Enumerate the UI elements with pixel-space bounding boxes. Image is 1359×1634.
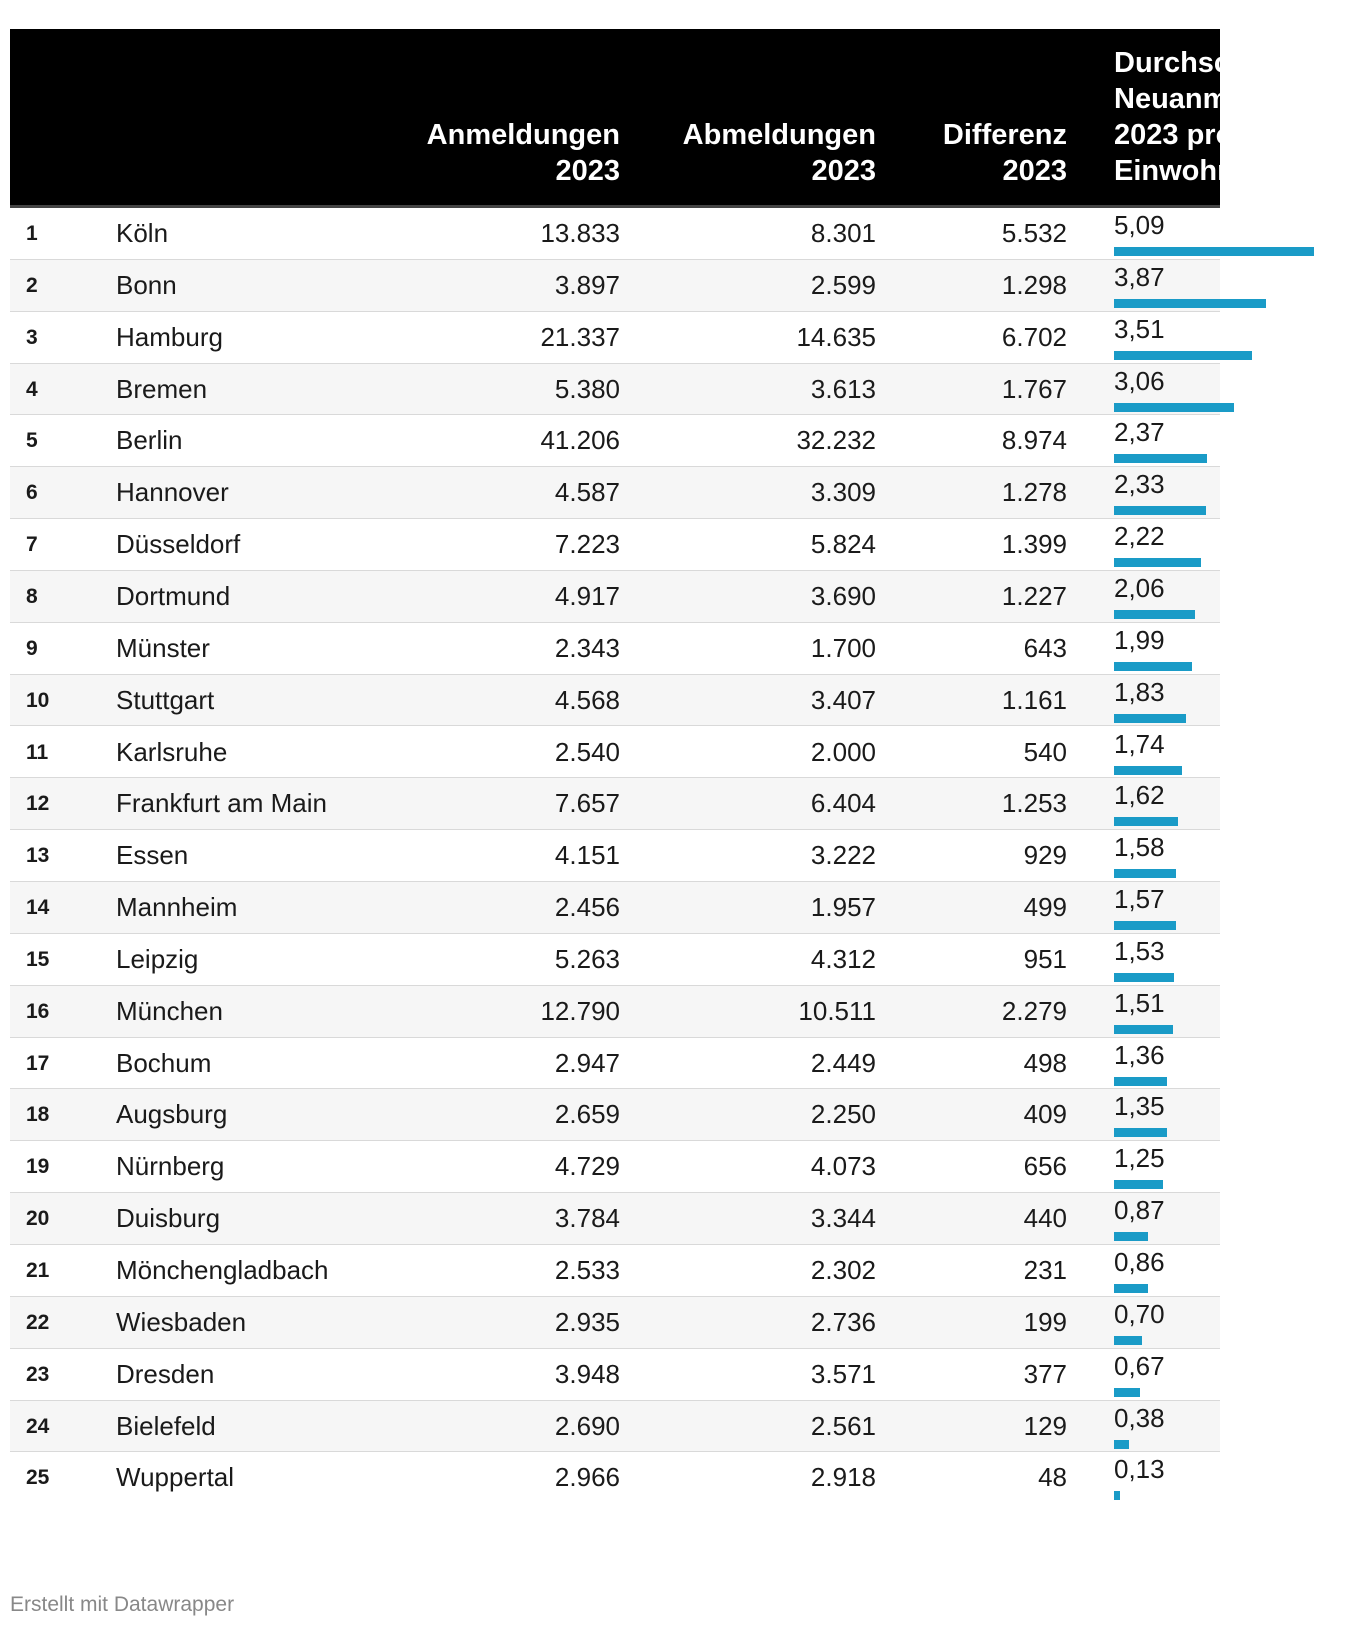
table-row xyxy=(10,727,1220,779)
differenz-cell: 409 xyxy=(1023,1099,1067,1130)
rank-cell: 1 xyxy=(26,222,38,245)
rank-cell: 8 xyxy=(26,584,38,608)
anmeldungen-cell: 41.206 xyxy=(540,425,620,456)
city-cell: Duisburg xyxy=(116,1203,221,1234)
differenz-cell: 643 xyxy=(1023,632,1067,663)
anmeldungen-cell: 2.966 xyxy=(554,1462,620,1493)
differenz-cell: 498 xyxy=(1023,1047,1067,1078)
table-row xyxy=(10,260,1220,312)
table-row xyxy=(10,1038,1220,1090)
anmeldungen-cell: 13.833 xyxy=(540,218,620,248)
header-durchschnitt[interactable]: Durchschnittliche Neuanmeldungen 2023 pro 1.000 Einwohner xyxy=(1114,47,1359,187)
durchschnitt-value: 1,57 xyxy=(1114,884,1165,915)
city-cell: Mönchengladbach xyxy=(116,1255,329,1285)
durchschnitt-value: 1,35 xyxy=(1114,1091,1165,1122)
anmeldungen-cell: 4.151 xyxy=(554,840,620,871)
differenz-cell: 1.227 xyxy=(1001,580,1067,611)
city-cell: Bonn xyxy=(116,269,177,300)
rank-cell: 18 xyxy=(26,1103,50,1127)
city-cell: Berlin xyxy=(116,425,183,456)
durchschnitt-value: 0,86 xyxy=(1114,1247,1165,1277)
differenz-cell: 377 xyxy=(1023,1358,1067,1389)
durchschnitt-bar xyxy=(1114,403,1234,412)
abmeldungen-cell: 14.635 xyxy=(796,321,876,352)
rank-cell: 11 xyxy=(26,740,49,764)
table-row xyxy=(10,623,1220,675)
abmeldungen-cell: 4.312 xyxy=(810,943,876,974)
anmeldungen-cell: 4.587 xyxy=(554,477,620,508)
differenz-cell: 1.278 xyxy=(1001,477,1067,508)
table-row xyxy=(10,1089,1220,1141)
durchschnitt-value: 1,58 xyxy=(1114,832,1165,863)
table-header xyxy=(10,29,1359,208)
table-row xyxy=(10,1349,1220,1401)
durchschnitt-value: 0,67 xyxy=(1114,1350,1165,1381)
durchschnitt-bar xyxy=(1114,299,1266,308)
differenz-cell: 199 xyxy=(1023,1306,1067,1337)
differenz-cell: 951 xyxy=(1023,943,1067,974)
city-cell: Köln xyxy=(116,218,169,248)
table-row xyxy=(10,882,1220,934)
header-anmeldungen[interactable]: Anmeldungen 2023 xyxy=(426,119,620,187)
rank-cell: 9 xyxy=(26,636,38,660)
table-row xyxy=(10,364,1220,416)
durchschnitt-bar xyxy=(1114,351,1252,360)
durchschnitt-bar xyxy=(1114,506,1206,515)
city-cell: Augsburg xyxy=(116,1099,228,1130)
durchschnitt-bar xyxy=(1114,1180,1163,1189)
durchschnitt-bar xyxy=(1114,1077,1167,1086)
durchschnitt-value: 2,22 xyxy=(1114,521,1165,552)
abmeldungen-cell: 3.613 xyxy=(810,373,876,404)
abmeldungen-cell: 2.918 xyxy=(810,1462,876,1493)
city-cell: Bochum xyxy=(116,1047,212,1078)
anmeldungen-cell: 7.657 xyxy=(554,788,620,819)
city-cell: Essen xyxy=(116,840,189,871)
differenz-cell: 2.279 xyxy=(1001,995,1067,1026)
anmeldungen-cell: 2.690 xyxy=(554,1410,620,1441)
header-abmeldungen[interactable]: Abmeldungen 2023 xyxy=(682,119,876,187)
abmeldungen-cell: 10.511 xyxy=(798,995,876,1026)
abmeldungen-cell: 3.222 xyxy=(810,840,876,871)
durchschnitt-value: 0,70 xyxy=(1114,1298,1165,1329)
city-cell: Bielefeld xyxy=(116,1410,216,1441)
differenz-cell: 1.767 xyxy=(1001,373,1067,404)
anmeldungen-cell: 4.917 xyxy=(554,580,620,611)
abmeldungen-cell: 2.302 xyxy=(810,1255,876,1285)
anmeldungen-cell: 2.935 xyxy=(554,1306,620,1337)
rank-cell: 25 xyxy=(26,1466,50,1490)
rank-cell: 21 xyxy=(26,1259,50,1282)
durchschnitt-bar xyxy=(1114,247,1314,256)
anmeldungen-cell: 7.223 xyxy=(554,529,620,560)
differenz-cell: 5.532 xyxy=(1001,218,1067,248)
differenz-cell: 129 xyxy=(1023,1410,1067,1441)
abmeldungen-cell: 3.571 xyxy=(810,1358,876,1389)
rank-cell: 7 xyxy=(26,533,38,557)
abmeldungen-cell: 5.824 xyxy=(810,529,876,560)
city-cell: Dresden xyxy=(116,1358,215,1389)
rank-cell: 15 xyxy=(26,947,50,971)
rank-cell: 24 xyxy=(26,1414,50,1438)
abmeldungen-cell: 3.407 xyxy=(810,684,876,715)
durchschnitt-value: 0,38 xyxy=(1114,1402,1165,1433)
durchschnitt-value: 1,53 xyxy=(1114,935,1165,966)
table-row xyxy=(10,467,1220,519)
anmeldungen-cell: 4.568 xyxy=(554,684,620,715)
durchschnitt-bar xyxy=(1114,454,1207,463)
abmeldungen-cell: 2.449 xyxy=(810,1047,876,1078)
table-row xyxy=(10,571,1220,623)
anmeldungen-cell: 5.380 xyxy=(554,373,620,404)
durchschnitt-value: 0,13 xyxy=(1114,1454,1165,1485)
header-differenz[interactable]: Differenz 2023 xyxy=(942,119,1067,187)
abmeldungen-cell: 3.344 xyxy=(810,1203,876,1234)
durchschnitt-bar xyxy=(1114,1388,1140,1397)
table-row xyxy=(10,1141,1220,1193)
rank-cell: 22 xyxy=(26,1310,50,1334)
rank-cell: 3 xyxy=(26,325,38,349)
durchschnitt-bar xyxy=(1114,558,1201,567)
durchschnitt-bar xyxy=(1114,1491,1120,1500)
durchschnitt-value: 2,37 xyxy=(1114,417,1165,448)
city-cell: Frankfurt am Main xyxy=(116,788,327,819)
durchschnitt-value: 1,99 xyxy=(1114,624,1165,655)
durchschnitt-bar xyxy=(1114,1284,1148,1293)
table-row xyxy=(10,1193,1220,1245)
rank-cell: 2 xyxy=(26,273,38,297)
rank-cell: 4 xyxy=(26,377,38,401)
anmeldungen-cell: 2.343 xyxy=(554,632,620,663)
table-row xyxy=(10,312,1220,364)
anmeldungen-cell: 2.659 xyxy=(554,1099,620,1130)
differenz-cell: 440 xyxy=(1023,1203,1067,1234)
city-cell: Münster xyxy=(116,632,210,663)
anmeldungen-cell: 2.533 xyxy=(554,1255,620,1285)
table-row xyxy=(10,934,1220,986)
anmeldungen-cell: 2.540 xyxy=(554,736,620,767)
durchschnitt-bar xyxy=(1114,610,1195,619)
rank-cell: 14 xyxy=(26,896,50,920)
durchschnitt-value: 1,83 xyxy=(1114,676,1165,707)
rank-cell: 16 xyxy=(26,999,50,1023)
city-cell: Hamburg xyxy=(116,321,223,352)
abmeldungen-cell: 2.736 xyxy=(810,1306,876,1337)
abmeldungen-cell: 8.301 xyxy=(810,218,876,248)
city-cell: Hannover xyxy=(116,477,229,508)
abmeldungen-cell: 2.561 xyxy=(810,1410,876,1441)
abmeldungen-cell: 2.599 xyxy=(810,269,876,300)
durchschnitt-bar xyxy=(1114,1440,1129,1449)
abmeldungen-cell: 2.000 xyxy=(810,736,876,767)
rank-cell: 19 xyxy=(26,1155,50,1179)
durchschnitt-bar xyxy=(1114,817,1178,826)
durchschnitt-value: 1,36 xyxy=(1114,1039,1165,1070)
anmeldungen-cell: 4.729 xyxy=(554,1151,620,1182)
abmeldungen-cell: 4.073 xyxy=(810,1151,876,1182)
durchschnitt-value: 1,74 xyxy=(1114,728,1165,759)
table-row xyxy=(10,1245,1220,1297)
abmeldungen-cell: 2.250 xyxy=(810,1099,876,1130)
table-row xyxy=(10,519,1220,571)
table-row xyxy=(10,1452,1220,1504)
rank-cell: 10 xyxy=(26,688,50,712)
durchschnitt-bar xyxy=(1114,1336,1142,1345)
durchschnitt-value: 0,87 xyxy=(1114,1195,1165,1226)
differenz-cell: 656 xyxy=(1023,1151,1067,1182)
data-table xyxy=(10,29,1359,1540)
city-cell: Wiesbaden xyxy=(116,1306,247,1337)
durchschnitt-value: 3,87 xyxy=(1114,261,1165,292)
durchschnitt-bar xyxy=(1114,662,1192,671)
abmeldungen-cell: 3.690 xyxy=(810,580,876,611)
city-cell: Leipzig xyxy=(116,943,199,974)
table-row xyxy=(10,415,1220,467)
datawrapper-credit[interactable]: Erstellt mit Datawrapper xyxy=(10,1593,235,1616)
anmeldungen-cell: 2.456 xyxy=(554,892,620,923)
differenz-cell: 6.702 xyxy=(1001,321,1067,352)
differenz-cell: 1.161 xyxy=(1001,684,1067,715)
differenz-cell: 499 xyxy=(1023,892,1067,923)
durchschnitt-bar xyxy=(1114,714,1186,723)
city-cell: Karlsruhe xyxy=(116,736,228,767)
anmeldungen-cell: 21.337 xyxy=(540,321,620,352)
anmeldungen-cell: 3.897 xyxy=(554,269,620,300)
differenz-cell: 540 xyxy=(1023,736,1067,767)
anmeldungen-cell: 3.948 xyxy=(554,1358,620,1389)
durchschnitt-value: 2,06 xyxy=(1114,572,1165,603)
durchschnitt-value: 1,62 xyxy=(1114,780,1165,811)
durchschnitt-value: 3,06 xyxy=(1114,365,1165,396)
city-cell: Mannheim xyxy=(116,892,238,923)
durchschnitt-bar xyxy=(1114,1128,1167,1137)
differenz-cell: 48 xyxy=(1038,1462,1067,1493)
abmeldungen-cell: 1.700 xyxy=(810,632,876,663)
anmeldungen-cell: 5.263 xyxy=(554,943,620,974)
differenz-cell: 8.974 xyxy=(1001,425,1067,456)
city-cell: Dortmund xyxy=(116,580,231,611)
rank-cell: 12 xyxy=(26,792,50,816)
durchschnitt-value: 1,51 xyxy=(1114,987,1165,1018)
anmeldungen-cell: 3.784 xyxy=(554,1203,620,1234)
differenz-cell: 1.253 xyxy=(1001,788,1067,819)
table-row xyxy=(10,1401,1220,1453)
durchschnitt-value: 1,25 xyxy=(1114,1143,1165,1174)
differenz-cell: 231 xyxy=(1023,1255,1067,1285)
differenz-cell: 1.298 xyxy=(1001,269,1067,300)
table-row xyxy=(10,986,1220,1038)
table-row xyxy=(10,1297,1220,1349)
durchschnitt-value: 5,09 xyxy=(1114,210,1165,240)
city-cell: Nürnberg xyxy=(116,1151,225,1182)
city-cell: Wuppertal xyxy=(116,1462,235,1493)
table-row xyxy=(10,778,1220,830)
rank-cell: 6 xyxy=(26,481,38,505)
durchschnitt-bar xyxy=(1114,766,1182,775)
durchschnitt-bar xyxy=(1114,1232,1148,1241)
city-cell: Stuttgart xyxy=(116,684,215,715)
city-cell: München xyxy=(116,995,223,1026)
differenz-cell: 1.399 xyxy=(1001,529,1067,560)
abmeldungen-cell: 1.957 xyxy=(810,892,876,923)
durchschnitt-bar xyxy=(1114,973,1174,982)
durchschnitt-bar xyxy=(1114,1025,1173,1034)
durchschnitt-value: 2,33 xyxy=(1114,469,1165,500)
table-row xyxy=(10,830,1220,882)
table-row xyxy=(10,675,1220,727)
abmeldungen-cell: 3.309 xyxy=(810,477,876,508)
rank-cell: 13 xyxy=(26,844,50,868)
rank-cell: 17 xyxy=(26,1051,50,1075)
city-cell: Bremen xyxy=(116,373,208,404)
anmeldungen-cell: 2.947 xyxy=(554,1047,620,1078)
rank-cell: 5 xyxy=(26,429,38,453)
rank-cell: 23 xyxy=(26,1362,50,1386)
city-cell: Düsseldorf xyxy=(116,529,241,560)
differenz-cell: 929 xyxy=(1023,840,1067,871)
durchschnitt-value: 3,51 xyxy=(1114,313,1165,344)
abmeldungen-cell: 32.232 xyxy=(796,425,876,456)
abmeldungen-cell: 6.404 xyxy=(810,788,876,819)
anmeldungen-cell: 12.790 xyxy=(540,995,620,1026)
rank-cell: 20 xyxy=(26,1207,50,1231)
table-row xyxy=(10,208,1220,260)
durchschnitt-bar xyxy=(1114,869,1176,878)
durchschnitt-bar xyxy=(1114,921,1176,930)
